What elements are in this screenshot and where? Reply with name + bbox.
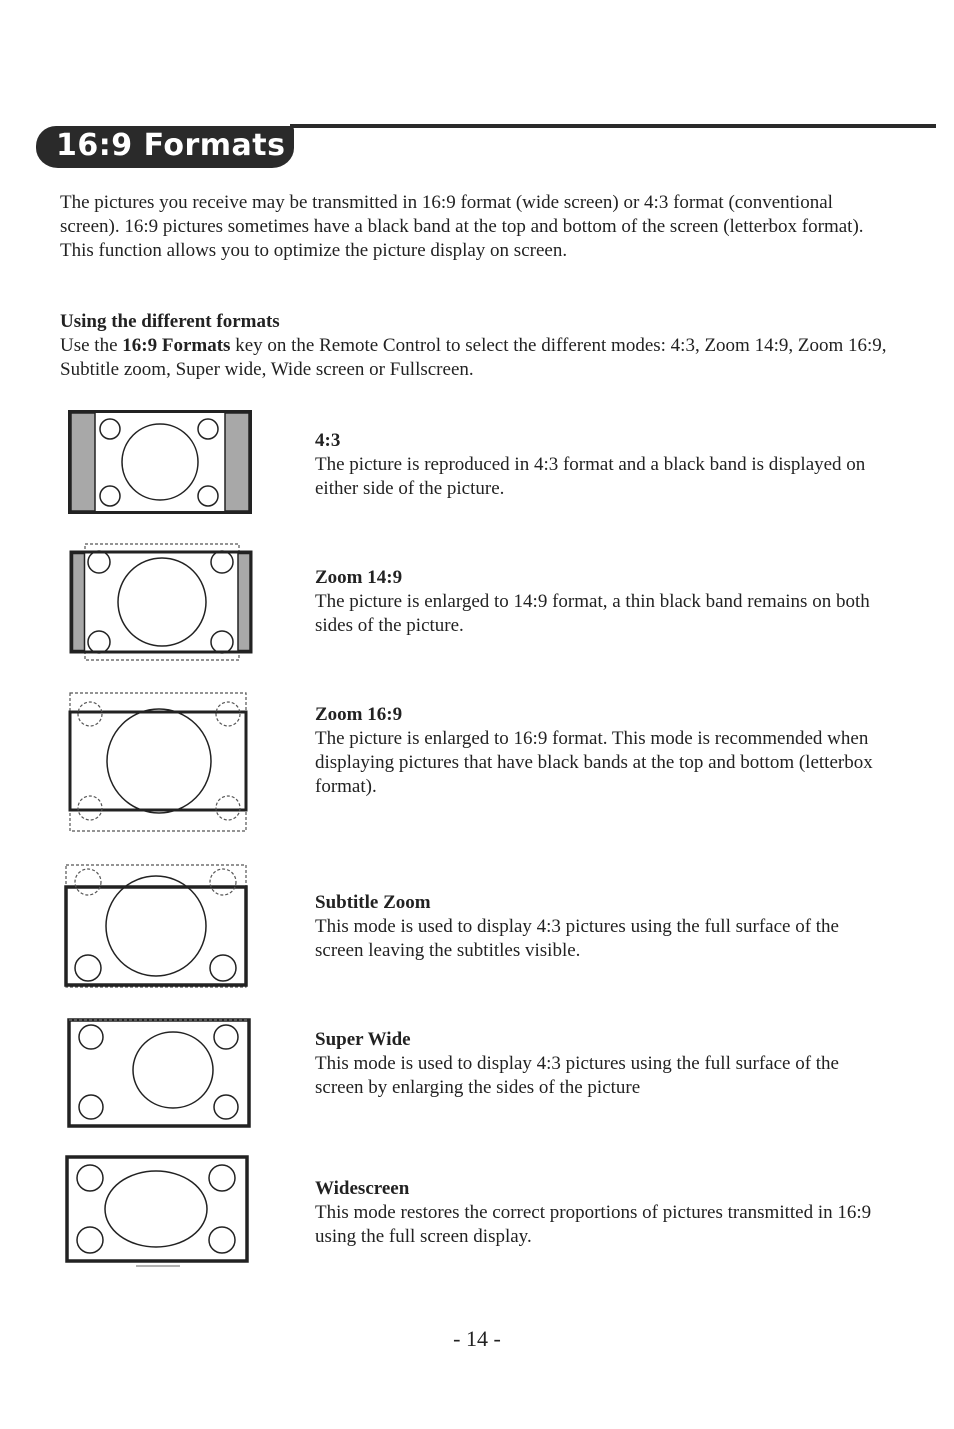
page-title: 16:9 Formats — [56, 128, 286, 163]
format-description: This mode is used to display 4:3 pictures using the full surface of the screen by enlarging the sides of the picture — [315, 1053, 839, 1098]
format-item-zoom-14-9 — [315, 566, 875, 638]
format-item-zoom-16-9 — [315, 703, 875, 799]
usage-heading: Using the different formats — [60, 311, 280, 332]
format-item-super-wide — [315, 1028, 875, 1100]
header-rule — [290, 124, 936, 128]
format-description: This mode is used to display 4:3 pictures using the full surface of the screen leaving the subtitles visible. — [315, 916, 839, 961]
format-item-widescreen — [315, 1177, 875, 1249]
format-title: Zoom 16:9 — [315, 704, 403, 725]
format-item-subtitle-zoom — [315, 891, 875, 963]
format-title: Super Wide — [315, 1029, 411, 1050]
format-item-4-3 — [315, 429, 875, 501]
format-description: The picture is reproduced in 4:3 format and a black band is displayed on either side of the picture. — [315, 454, 866, 499]
format-description: The picture is enlarged to 14:9 format, a thin black band remains on both sides of the picture. — [315, 591, 870, 636]
format-widescreen-icon — [64, 1154, 250, 1270]
usage-text: Use the 16:9 Formats key on the Remote Control to select the different modes: 4:3, Zoom 14:9, Zoom 16:9, Subtitle zoom, Super wide, Wide screen or Fullscreen. — [60, 335, 887, 380]
key-name: 16:9 Formats — [122, 335, 231, 356]
intro-paragraph: The pictures you receive may be transmitted in 16:9 format (wide screen) or 4:3 format (conventional screen). 16:9 pictures sometimes have a black band at the top and bottom of the screen (letterbox format). This function allows you to optimize the picture display on screen. — [60, 192, 864, 261]
format-subtitle-zoom-icon — [62, 862, 250, 990]
format-description: This mode restores the correct proportions of pictures transmitted in 16:9 using the full screen display. — [315, 1202, 872, 1247]
usage-section — [60, 310, 890, 382]
format-title: Widescreen — [315, 1178, 410, 1199]
format-title: Zoom 14:9 — [315, 567, 403, 588]
format-description: The picture is enlarged to 16:9 format. This mode is recommended when displaying pictures that have black bands at the top and bottom (letterbox format). — [315, 728, 873, 797]
format-zoom-16-9-icon — [66, 688, 252, 838]
format-4-3-icon — [68, 410, 254, 516]
format-title: 4:3 — [315, 430, 341, 451]
section-title-tab — [36, 126, 294, 168]
format-title: Subtitle Zoom — [315, 892, 431, 913]
format-zoom-14-9-icon — [68, 536, 256, 664]
page-number: - 14 - — [453, 1326, 501, 1351]
format-super-wide-icon — [66, 1017, 252, 1129]
